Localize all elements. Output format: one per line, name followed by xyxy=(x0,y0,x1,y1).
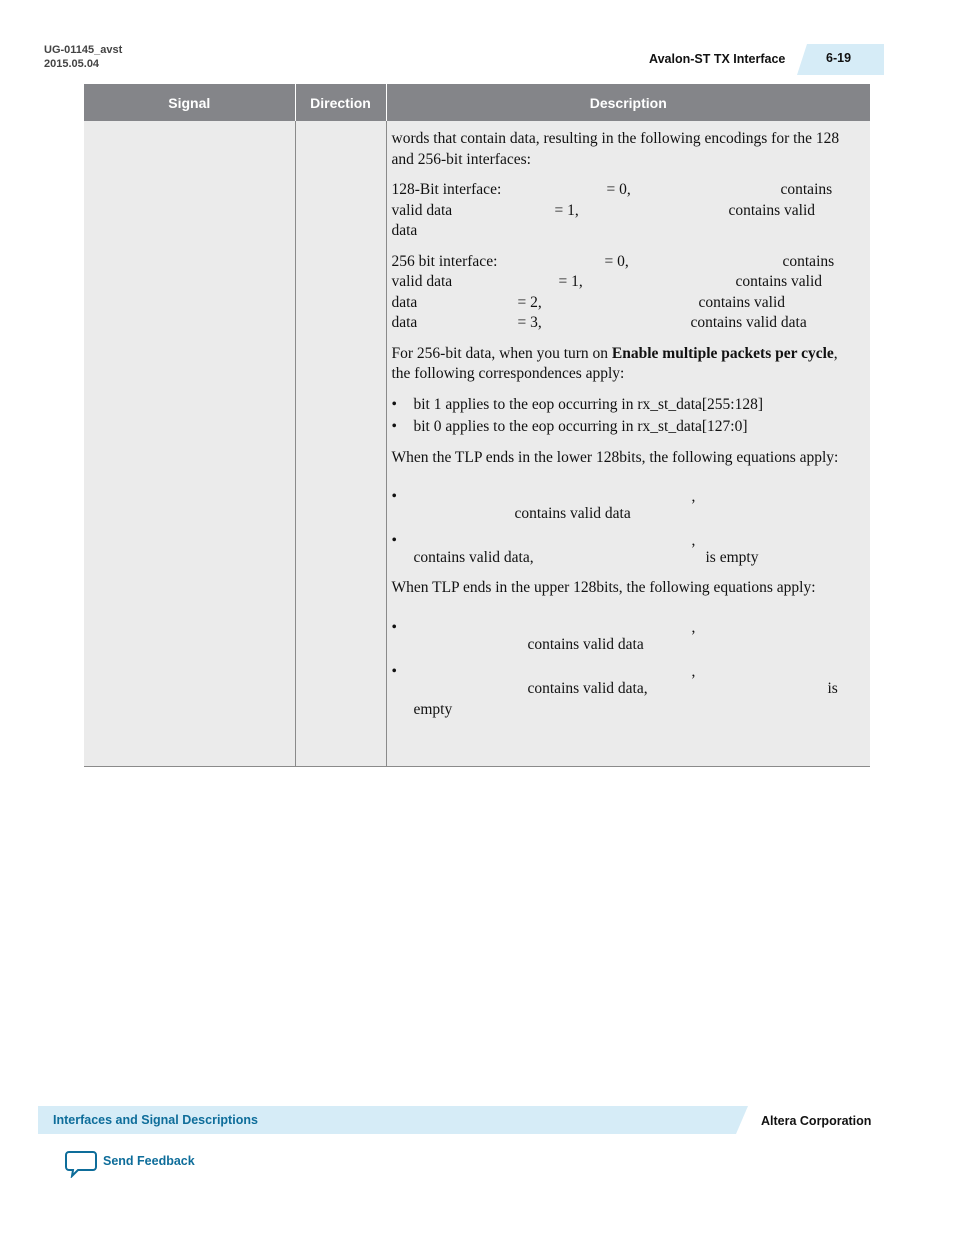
enc128-data: data xyxy=(391,222,418,239)
eq-line2: contains valid data xyxy=(514,505,631,522)
multi-pre: For 256-bit data, when you turn on xyxy=(391,344,612,362)
enc128-eq0: = 0, xyxy=(606,181,631,198)
desc-intro: words that contain data, resulting in the following encodings for the 128 and 256-bit interfaces: xyxy=(391,130,840,168)
eq-line2: contains valid data, xyxy=(413,549,534,566)
eq-line2: contains valid data xyxy=(527,635,644,653)
col-header-direction: Direction xyxy=(295,84,386,121)
direction-cell xyxy=(295,121,386,767)
eq-comma: , xyxy=(691,662,696,680)
footer-section-link[interactable]: Interfaces and Signal Descriptions xyxy=(53,1113,258,1127)
lower-128-intro: When the TLP ends in the lower 128bits, the following equations apply: xyxy=(391,448,839,466)
eq-line2: contains valid data, xyxy=(527,679,648,697)
multi-post: , the following correspondences apply: xyxy=(391,344,838,382)
enc256-contains: contains xyxy=(782,252,835,270)
list-item xyxy=(392,526,843,568)
upper-128-equations xyxy=(392,603,843,719)
encoding-256 xyxy=(392,252,843,334)
multi-packet-paragraph xyxy=(392,344,843,385)
section-title: Avalon-ST TX Interface xyxy=(649,52,786,66)
enc128-label: 128-Bit interface: xyxy=(391,181,502,198)
eq-line2b: is empty xyxy=(705,549,759,566)
send-feedback-link[interactable]: Send Feedback xyxy=(103,1154,195,1168)
bullet-dot: • xyxy=(391,618,397,636)
encoding-128 xyxy=(392,180,843,242)
signal-table xyxy=(84,84,870,767)
enc256-eq0: = 0, xyxy=(604,252,629,270)
bullet-dot: • xyxy=(391,662,397,680)
enc256-valid-data: valid data xyxy=(391,273,453,290)
footer-company: Altera Corporation xyxy=(761,1114,872,1128)
document-id-block xyxy=(44,43,122,71)
eq-comma: , xyxy=(691,532,696,549)
list-item xyxy=(392,657,843,719)
description-cell xyxy=(386,121,870,767)
enc256-eq2: = 2, xyxy=(517,293,542,311)
eq-comma: , xyxy=(691,618,696,636)
eq-line2b: is xyxy=(827,679,838,697)
upper-128-intro: When TLP ends in the upper 128bits, the following equations apply: xyxy=(391,579,816,596)
table-header-row xyxy=(84,84,870,121)
eq-comma: , xyxy=(691,488,696,505)
list-item: • bit 0 applies to the eop occurring in rx_st_data[127:0] xyxy=(392,417,843,438)
eq-line3: empty xyxy=(413,700,453,718)
enc256-eq1: = 1, xyxy=(558,273,583,290)
feedback-icon[interactable] xyxy=(65,1150,97,1178)
enc256-data: data xyxy=(391,293,418,311)
col-header-description: Description xyxy=(386,84,870,121)
document-date: 2015.05.04 xyxy=(44,58,100,70)
signal-cell xyxy=(84,121,295,767)
lower-128-equations xyxy=(392,472,843,568)
enc256-label: 256 bit interface: xyxy=(391,252,498,270)
multi-bold: Enable multiple packets per cycle xyxy=(611,344,834,362)
bullet-dot: • xyxy=(391,488,397,505)
enc128-valid-data: valid data xyxy=(391,201,453,219)
enc256-data-2: data xyxy=(391,314,418,331)
bit-correspondence-list xyxy=(392,395,843,438)
document-id: UG-01145_avst xyxy=(44,44,123,56)
enc256-contains-valid: contains valid xyxy=(735,273,823,290)
enc128-contains: contains xyxy=(780,181,833,198)
bullet-dot: • xyxy=(391,532,397,549)
enc256-contains-valid-data: contains valid data xyxy=(690,314,807,331)
enc128-contains-valid: contains valid xyxy=(728,201,816,219)
list-item xyxy=(392,613,843,655)
enc128-eq1: = 1, xyxy=(554,201,579,219)
list-item xyxy=(392,482,843,524)
page-number: 6-19 xyxy=(826,51,852,65)
enc256-eq3: = 3, xyxy=(517,314,542,331)
table-row xyxy=(84,121,870,767)
col-header-signal: Signal xyxy=(84,84,295,121)
enc256-contains-valid-2: contains valid xyxy=(698,293,786,311)
list-item: • bit 1 applies to the eop occurring in rx_st_data[255:128] xyxy=(392,395,843,416)
